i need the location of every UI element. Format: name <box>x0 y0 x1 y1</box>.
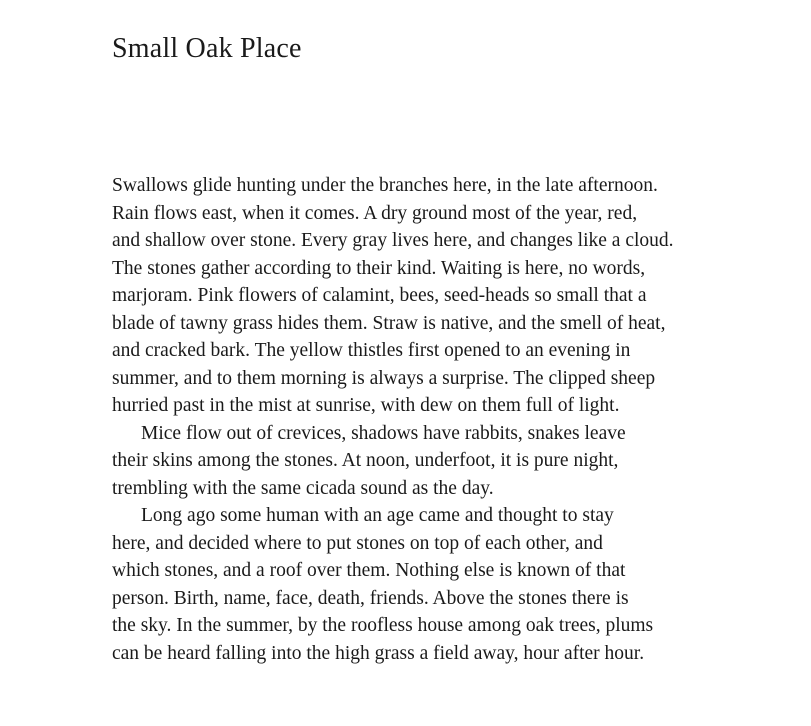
text-line: trembling with the same cicada sound as the day. <box>112 477 494 499</box>
paragraph <box>112 502 732 667</box>
text-line: the sky. In the summer, by the roofless house among oak trees, plums <box>112 615 654 636</box>
text-line: summer, and to them morning is always a surprise. The clipped sheep <box>112 367 656 389</box>
text-line: and cracked bark. The yellow thistles first opened to an evening in <box>112 340 631 361</box>
text-line: and shallow over stone. Every gray lives here, and changes like a cloud. <box>112 230 674 251</box>
text-line: The stones gather according to their kind. Waiting is here, no words, <box>112 257 646 279</box>
text-line: here, and decided where to put stones on top of each other, and <box>112 532 603 554</box>
text-line: person. Birth, name, face, death, friends. Above the stones there is <box>112 587 629 609</box>
text-line: their skins among the stones. At noon, underfoot, it is pure night, <box>112 450 619 471</box>
text-line: Long ago some human with an age came and thought to stay <box>141 505 614 526</box>
paragraph <box>112 172 732 420</box>
text-line: marjoram. Pink flowers of calamint, bees, seed-heads so small that a <box>112 285 647 306</box>
text-line: can be heard falling into the high grass a field away, hour after hour. <box>112 642 645 664</box>
body-text <box>112 172 732 667</box>
text-line: Rain flows east, when it comes. A dry ground most of the year, red, <box>112 202 638 224</box>
page-title: Small Oak Place <box>112 33 302 64</box>
paragraph <box>112 420 732 503</box>
text-line: which stones, and a roof over them. Nothing else is known of that <box>112 560 626 581</box>
text-line: Swallows glide hunting under the branches here, in the late afternoon. <box>112 175 658 196</box>
text-line: Mice flow out of crevices, shadows have rabbits, snakes leave <box>141 422 626 444</box>
text-line: blade of tawny grass hides them. Straw is native, and the smell of heat, <box>112 312 666 334</box>
text-line: hurried past in the mist at sunrise, with dew on them full of light. <box>112 395 620 416</box>
